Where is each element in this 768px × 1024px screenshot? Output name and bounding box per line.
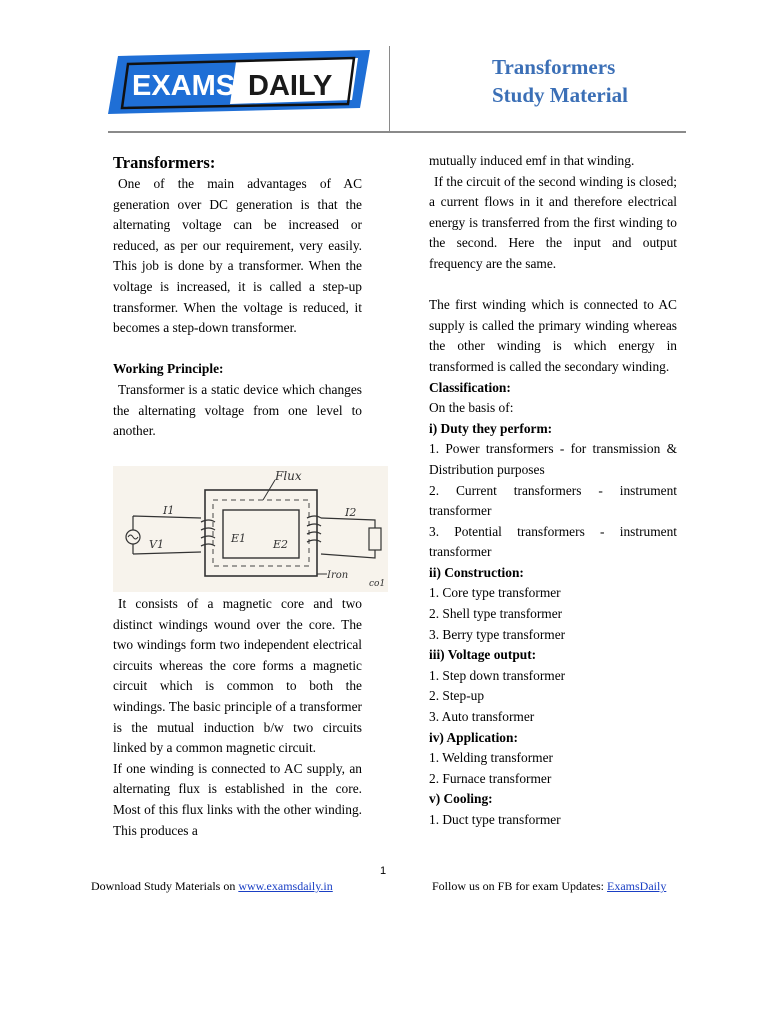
right-column [429,151,677,831]
transformer-diagram [113,466,388,592]
load-symbol [369,528,381,550]
examsdaily-facebook-link[interactable]: ExamsDaily [607,879,667,893]
classification-heading: Classification: [429,379,511,395]
continued-text: mutually induced emf in that winding. [429,153,635,168]
flux-label: Flux [275,469,302,483]
left-column-top [113,152,362,442]
e2-label: E2 [273,538,289,551]
iron-core-label: Iron [327,570,349,581]
winding-paragraph: If one winding is connected to AC supply, an alternating flux is established in the core. Most of this flux links with the other winding. This produces a [113,760,362,838]
list-item: 1. Power transformers - for transmission & Distribution purposes [429,441,677,477]
intro-paragraph: One of the main advantages of AC generation over DC generation is that the alternating voltage can be increased or reduced, as per our requirement, very easily. This job is done by a transformer. When the voltage is increased, it is called a step-up transformer. When the voltage is reduced, it becomes a step-down transformer. [113,176,362,336]
exams-daily-logo [108,48,380,118]
list-item: 3. Potential transformers - instrument transformer [429,523,677,560]
i1-label: I1 [163,504,175,517]
left-column-bottom [113,594,362,841]
v1-label: V1 [149,538,164,551]
title-line-2: Study Material [492,83,628,107]
application-heading: iv) Application: [429,729,518,745]
footer-download [91,879,333,894]
footer-follow [432,879,666,894]
list-item: 1. Welding transformer [429,750,553,766]
core-description-paragraph: It consists of a magnetic core and two distinct windings wound over the core. The two windings form two independent electrical circuits whereas the core forms a magnetic circuit which is common to both the windings. The basic principle of a transformer is the mutual induction b/w two circuits linked by a common magnetic circuit. [113,596,362,756]
transformer-sketch [113,466,388,592]
duty-heading: i) Duty they perform: [429,420,553,436]
title-line-1: Transformers [492,55,616,79]
list-item: 1. Duct type transformer [429,812,561,827]
construction-heading: ii) Construction: [429,564,524,580]
logo-word-exams: EXAMS [132,70,236,102]
i2-label: I2 [345,506,357,519]
section-heading-transformers: Transformers: [113,153,216,172]
e1-label: E1 [231,532,247,545]
list-item: 1. Core type transformer [429,585,561,601]
basis-text: On the basis of: [429,400,514,416]
footer-download-text: Download Study Materials on [91,879,239,893]
footer-follow-text: Follow us on FB for exam Updates: [432,879,607,893]
list-item: 3. Auto transformer [429,709,535,725]
document-title [492,53,692,109]
circuit-paragraph: If the circuit of the second winding is closed; a current flows in it and therefore electrical energy is transferred from the first winding to the second. Here the input and output frequency are the same. [429,173,677,271]
core-mark-label: co1 [369,579,386,589]
logo-word-daily: DAILY [248,70,333,102]
voltage-output-heading: iii) Voltage output: [429,647,537,663]
examsdaily-website-link[interactable]: www.examsdaily.in [238,879,333,893]
list-item: 1. Step down transformer [429,667,566,683]
list-item: 2. Shell type transformer [429,606,563,622]
primary-secondary-paragraph: The first winding which is connected to AC supply is called the primary winding whereas the other winding is which energy in transformed is called the secondary winding. [429,297,677,374]
list-item: 2. Current transformers - instrument transformer [429,482,677,519]
page-number: 1 [380,865,387,877]
cooling-heading: v) Cooling: [429,791,493,807]
logo-graphic [108,48,380,118]
header-horizontal-divider [108,131,686,133]
list-item: 3. Berry type transformer [429,626,566,642]
header-vertical-divider [389,46,390,132]
working-principle-text: Transformer is a static device which changes the alternating voltage from one level to another. [113,381,362,439]
list-item: 2. Step-up [429,688,485,704]
working-principle-heading: Working Principle: [113,361,224,377]
list-item: 2. Furnace transformer [429,770,552,786]
